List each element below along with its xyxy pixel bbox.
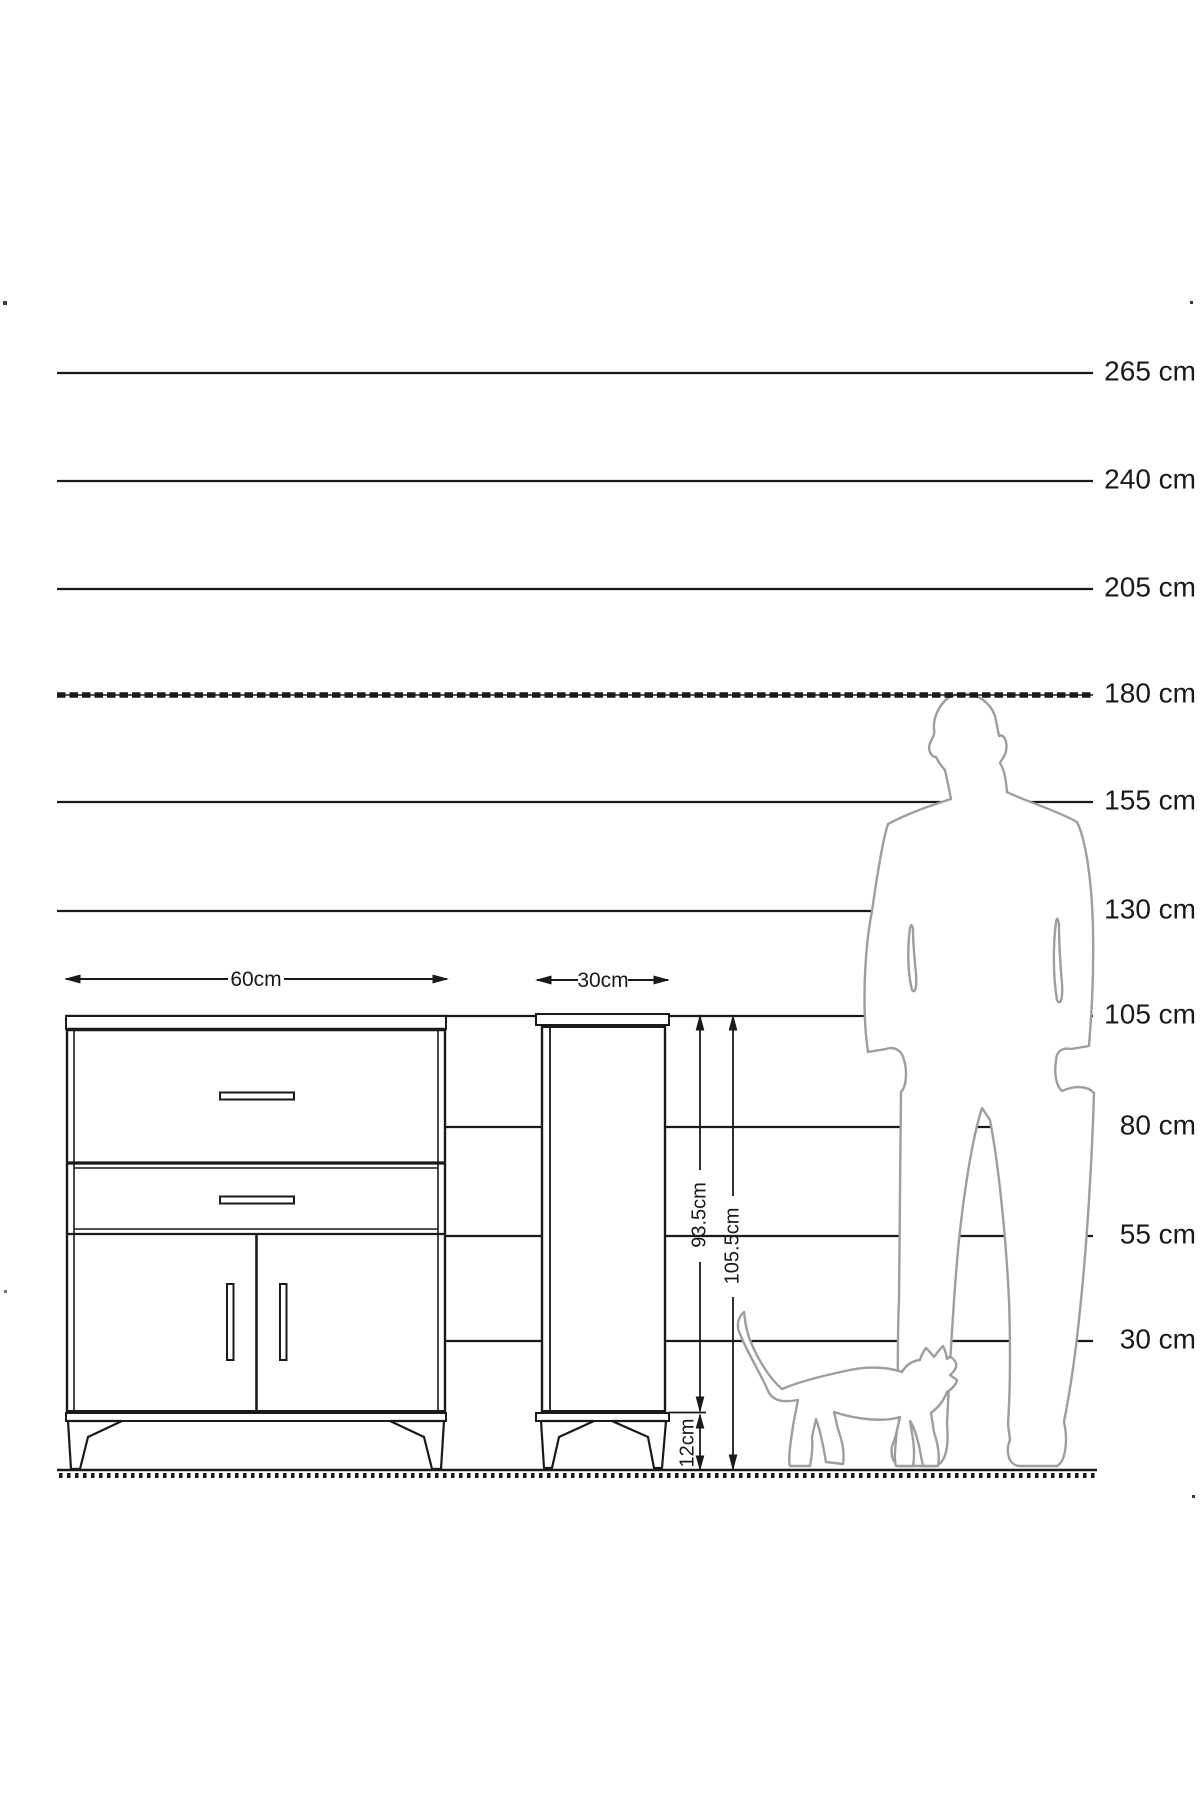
arrowhead-up (729, 1016, 736, 1030)
scale-label-80: 80 cm (1119, 1109, 1196, 1141)
ground-line (57, 1470, 1097, 1476)
corner-mark-bottom-right (1192, 1495, 1195, 1498)
drawer-handle-1 (220, 1093, 294, 1100)
width-label-tall: 30cm (577, 969, 629, 992)
cabinet-tall-bottom-rim (536, 1413, 669, 1421)
cabinet-wide (66, 1016, 446, 1469)
arrowhead-right (654, 976, 668, 984)
arrowhead-left (66, 975, 80, 983)
cabinet-tall (536, 1014, 669, 1468)
arrowhead-down (729, 1455, 736, 1469)
cabinet-wide-top-rim (66, 1016, 446, 1029)
arrowhead-right (433, 975, 447, 983)
scale-label-265: 265 cm (1104, 355, 1196, 387)
dim-label-leg-height: 12cm (676, 1418, 699, 1468)
cabinet-wide-leg-left (68, 1421, 122, 1469)
scale-label-55: 55 cm (1119, 1218, 1196, 1250)
drawer-handle-2 (220, 1197, 294, 1204)
door-handle-left (227, 1284, 234, 1360)
scale-label-105: 105 cm (1104, 998, 1196, 1030)
cabinet-tall-leg-right (612, 1421, 666, 1468)
arrowhead-down (696, 1397, 703, 1411)
cabinet-wide-leg-right (390, 1421, 444, 1469)
door-handle-right (280, 1284, 287, 1360)
scale-label-240: 240 cm (1104, 463, 1196, 495)
man-outline (865, 694, 1094, 1466)
corner-mark-bottom-left (4, 1290, 7, 1293)
cabinet-tall-leg-left (541, 1421, 594, 1468)
dim-label-total-height: 105.5cm (721, 1207, 744, 1285)
cabinet-tall-body (542, 1024, 665, 1413)
scale-label-205: 205 cm (1104, 571, 1196, 603)
corner-mark-top-right (1190, 301, 1193, 304)
man-silhouette (865, 694, 1094, 1466)
width-label-wide: 60cm (230, 968, 282, 991)
scale-label-130: 130 cm (1104, 893, 1196, 925)
cabinet-wide-bottom-rim (66, 1413, 446, 1421)
height-ruler-labels (1104, 355, 1196, 1354)
scale-label-180: 180 cm (1104, 677, 1196, 709)
arrowhead-up (696, 1016, 703, 1030)
arrowhead-left (537, 976, 551, 984)
cabinet-tall-top-rim (536, 1014, 669, 1025)
corner-mark-top-left (3, 301, 7, 305)
scale-label-155: 155 cm (1104, 784, 1196, 816)
dim-label-body-height: 93.5cm (688, 1182, 711, 1248)
scale-label-30: 30 cm (1119, 1323, 1196, 1355)
